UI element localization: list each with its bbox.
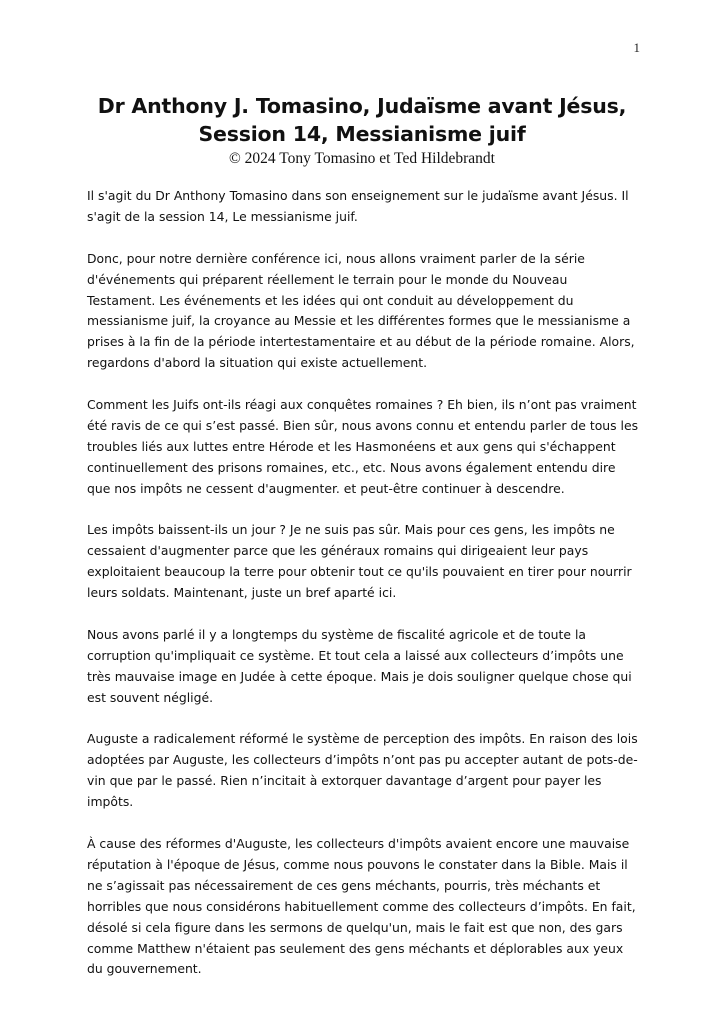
page-number: 1 <box>633 40 640 55</box>
paragraph-6: Auguste a radicalement réformé le système de perception des impôts. En raison des lois adoptées par Auguste, les collecteurs d’impôts n’ont pas pu accepter autant de pots-de-vin que par le passé. Rien n’incitait à extorquer davantage d’argent pour payer les impôts. <box>87 731 638 810</box>
paragraph-1: Il s'agit du Dr Anthony Tomasino dans son enseignement sur le judaïsme avant Jésus. Il s'agit de la session 14, Le messianisme juif. <box>87 188 629 224</box>
paragraph-5: Nous avons parlé il y a longtemps du système de fiscalité agricole et de toute la corruption qu'impliquait ce système. Et tout cela a laissé aux collecteurs d’impôts une très mauvaise image en Judée à cette époque. Mais je dois souligner quelque chose qui est souvent négligé. <box>87 626 632 705</box>
copyright-notice: © 2024 Tony Tomasino et Ted Hildebrandt <box>229 150 495 167</box>
document-body <box>87 186 639 1001</box>
paragraph-3: Comment les Juifs ont-ils réagi aux conquêtes romaines ? Eh bien, ils n’ont pas vraiment été ravis de ce qui s’est passé. Bien sûr, nous avons connu et entendu parler de tous les troubles liés aux luttes entre Hérode et les Hasmonéens et aux gens qui s'échappent continuellement des prisons romaines, etc., etc. Nous avons également entendu dire que nos impôts ne cessent d'augmenter. et peut-être continuer à descendre. <box>87 397 639 496</box>
paragraph-4: Les impôts baissent-ils un jour ? Je ne suis pas sûr. Mais pour ces gens, les impôts ne cessaient d'augmenter parce que les généraux romains qui dirigeaient leur pays exploitaient beaucoup la terre pour obtenir tout ce qu'ils pouvaient en tirer pour nourrir leurs soldats. Maintenant, juste un bref aparté ici. <box>87 522 632 601</box>
paragraph-2: Donc, pour notre dernière conférence ici, nous allons vraiment parler de la série d'événements qui préparent réellement le terrain pour le monde du Nouveau Testament. Les événements et les idées qui ont conduit au développement du messianisme juif, la croyance au Messie et les différentes formes que le messianisme a prises à la fin de la période intertestamentaire et au début de la période romaine. Alors, regardons d'abord la situation qui existe actuellement. <box>87 250 635 371</box>
paragraph-7: À cause des réformes d'Auguste, les collecteurs d'impôts avaient encore une mauvaise réputation à l'époque de Jésus, comme nous pouvons le constater dans la Bible. Mais il ne s’agissait pas nécessairement de ces gens méchants, pourris, très méchants et horribles que nous considérons habituellement comme des collecteurs d’impôts. En fait, désolé si cela figure dans les sermons de quelqu'un, mais le fait est que non, des gars comme Matthew n'étaient pas seulement des gens méchants et déplorables aux yeux du gouvernement. <box>87 836 636 977</box>
title-line-2: Session 14, Messianisme juif <box>198 122 526 146</box>
page-title <box>90 92 634 148</box>
title-line-1: Dr Anthony J. Tomasino, Judaïsme avant Jésus, <box>97 94 627 118</box>
